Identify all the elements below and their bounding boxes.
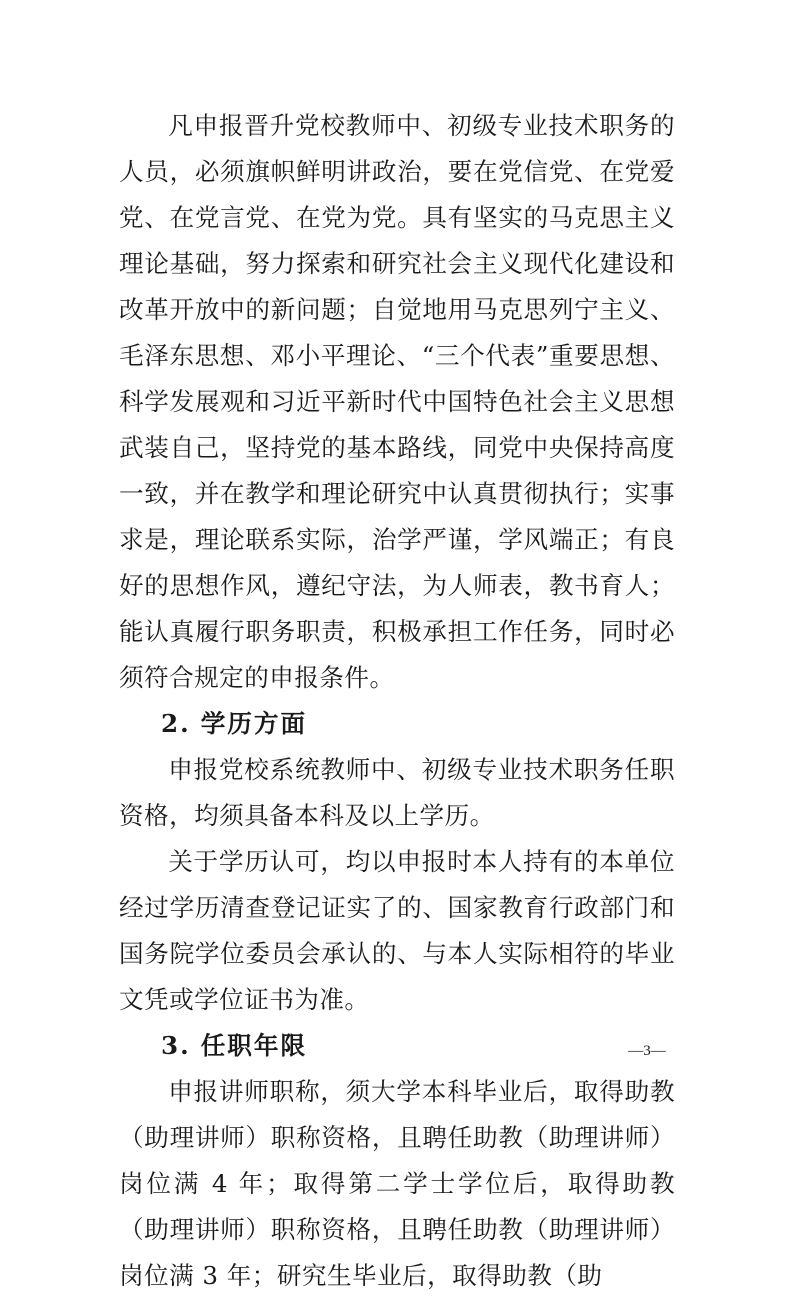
page-number: —3—	[628, 1043, 666, 1059]
body-paragraph: 申报讲师职称，须大学本科毕业后，取得助教（助理讲师）职称资格，且聘任助教（助理讲师）岗位满 4 年；取得第二学士学位后，取得助教（助理讲师）职称资格，且聘任助教（助理讲师）岗位满 3 年；研究生毕业后，取得助教（助	[119, 1077, 675, 1290]
body-paragraph: 申报党校系统教师中、初级专业技术职务任职资格，均须具备本科及以上学历。	[119, 755, 675, 830]
section-number: 3.	[161, 1031, 191, 1060]
section-title: 任职年限	[200, 1031, 308, 1060]
section-number: 2.	[161, 709, 191, 738]
section-heading	[119, 1023, 675, 1069]
section-heading	[119, 701, 675, 747]
body-paragraph: 关于学历认可，均以申报时本人持有的本单位经过学历清查登记证实了的、国家教育行政部门和国务院学位委员会承认的、与本人实际相符的毕业文凭或学位证书为准。	[119, 847, 675, 1014]
section-title: 学历方面	[200, 709, 308, 738]
document-body	[119, 103, 675, 1299]
body-paragraph: 凡申报晋升党校教师中、初级专业技术职务的人员，必须旗帜鲜明讲政治，要在党信党、在党爱党、在党言党、在党为党。具有坚实的马克思主义理论基础，努力探索和研究社会主义现代化建设和改革开放中的新问题；自觉地用马克思列宁主义、毛泽东思想、邓小平理论、“三个代表”重要思想、科学发展观和习近平新时代中国特色社会主义思想武装自己，坚持党的基本路线，同党中央保持高度一致，并在教学和理论研究中认真贯彻执行；实事求是，理论联系实际，治学严谨，学风端正；有良好的思想作风，遵纪守法，为人师表，教书育人；能认真履行职务职责，积极承担工作任务，同时必须符合规定的申报条件。	[119, 111, 675, 692]
